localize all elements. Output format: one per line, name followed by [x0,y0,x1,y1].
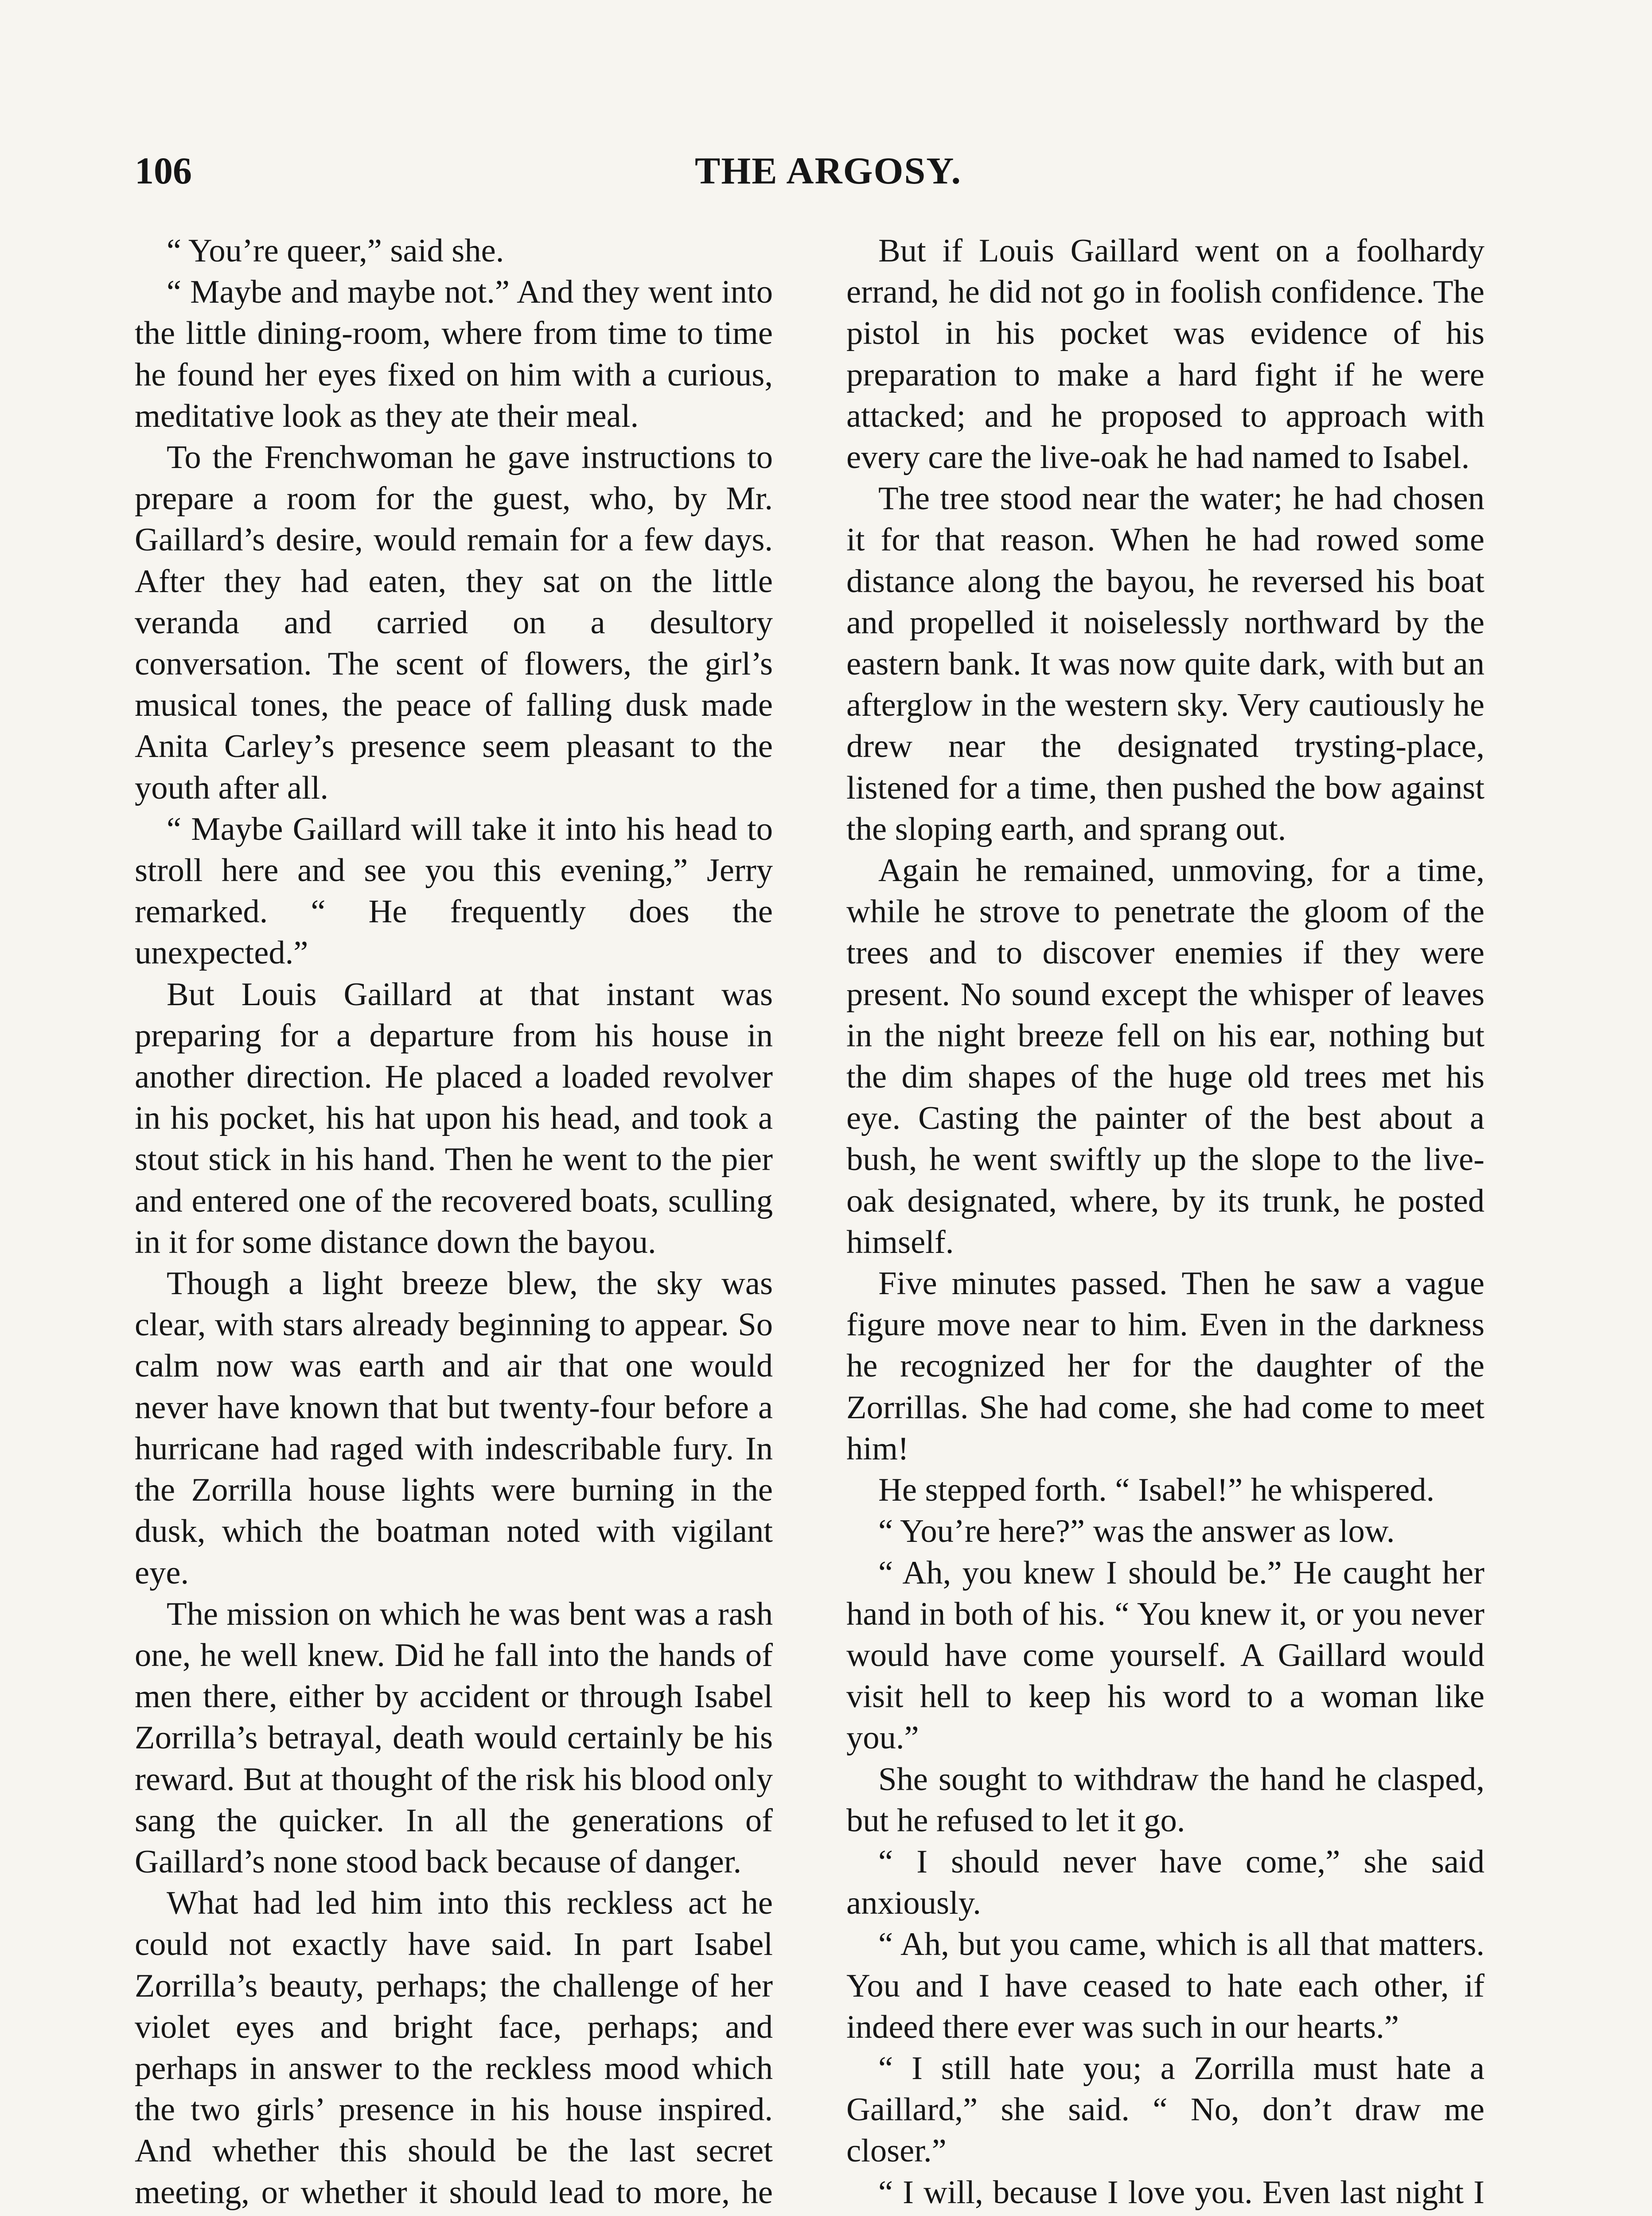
paragraph: Though a light breeze blew, the sky was clear, with stars already beginning to appear. So calm now was earth and air that one would never have known that but twenty-four before a hurricane had raged with indescribable fury. In the Zorrilla house lights were burning in the dusk, which the boatman noted with vigilant eye. [135,1265,773,1591]
paragraph: “ I should never have come,” she said anxiously. [846,1843,1484,1922]
page-header [135,146,1522,195]
paragraph: The mission on which he was bent was a rash one, he well knew. Did he fall into the hands of men there, either by accident or through Isabel Zorrilla’s betrayal, death would certainly be his reward. But at thought of the risk his blood only sang the quicker. In all the generations of Gaillard’s none stood back because of danger. [135,1596,773,1880]
paragraph: Five minutes passed. Then he saw a vague figure move near to him. Even in the darkness he recognized her for the daughter of the Zorrillas. She had come, she had come to meet him! [846,1265,1484,1467]
paragraph: But Louis Gaillard at that instant was preparing for a departure from his house in another direction. He placed a loaded revolver in his pocket, his hat upon his head, and took a stout stick in his hand. Then he went to the pier and entered one of the recovered boats, sculling in it for some distance down the bayou. [135,976,773,1260]
paragraph: “ Maybe and maybe not.” And they went into the little dining-room, where from time to time he found her eyes fixed on him with a curious, meditative look as they ate their meal. [135,274,773,434]
right-column [846,230,1484,2216]
paragraph: “ Ah, you knew I should be.” He caught her hand in both of his. “ You knew it, or you never would have come yourself. A Gaillard would visit hell to keep his word to a woman like you.” [846,1554,1484,1756]
paragraph: But if Louis Gaillard went on a foolhardy errand, he did not go in foolish confidence. The pistol in his pocket was evidence of his preparation to make a hard fight if he were attacked; and he proposed to approach with every care the live-oak he had named to Isabel. [846,233,1484,476]
paragraph: “ You’re queer,” said she. [167,233,504,269]
paragraph: “ Ah, but you came, which is all that matters. You and I have ceased to hate each other, if indeed there ever was such in our hearts.” [846,1926,1484,2045]
paragraph: The tree stood near the water; he had chosen it for that reason. When he had rowed some distance along the bayou, he reversed his boat and propelled it noiselessly northward by the eastern bank. It was now quite dark, with but an afterglow in the western sky. Very cautiously he drew near the designated trysting-place, listened for a time, then pushed the bow against the sloping earth, and sprang out. [846,480,1484,847]
running-title: THE ARGOSY. [695,149,962,192]
paragraph: “ You’re here?” was the answer as low. [878,1513,1395,1550]
paragraph: He stepped forth. “ Isabel!” he whispered. [878,1472,1435,1509]
paragraph: Again he remained, unmoving, for a time, while he strove to penetrate the gloom of the trees and to discover enemies if they were present. No sound except the whisper of leaves in the night breeze fell on his ear, nothing but the dim shapes of the huge old trees met his eye. Casting the painter of the best about a bush, he went swiftly up the slope to the live-oak designated, where, by its trunk, he posted himself. [846,852,1484,1260]
left-column [135,230,773,2216]
paragraph: She sought to withdraw the hand he clasped, but he refused to let it go. [846,1761,1484,1839]
paragraph: “ Maybe Gaillard will take it into his head to stroll here and see you this evening,” Jerry remarked. “ He frequently does the unexpected.” [135,811,773,971]
paragraph: “ I still hate you; a Zorrilla must hate a Gaillard,” she said. “ No, don’t draw me closer.” [846,2050,1484,2169]
paragraph: “ I will, because I love you. Even last night I [878,2174,1484,2211]
paragraph: To the Frenchwoman he gave instructions to prepare a room for the guest, who, by Mr. Gaillard’s desire, would remain for a few days. After they had eaten, they sat on the little veranda and carried on a desultory conversation. The scent of flowers, the girl’s musical tones, the peace of falling dusk made Anita Carley’s presence seem pleasant to the youth after all. [135,439,773,806]
paragraph: What had led him into this reckless act he could not exactly have said. In part Isabel Zorrilla’s beauty, perhaps; the challenge of her violet eyes and bright face, perhaps; and perhaps in answer to the reckless mood which the two girls’ presence in his house inspired. And whether this should be the last secret meeting, or whether it should lead to more, he [135,1885,773,2211]
page-number: 106 [135,149,192,192]
